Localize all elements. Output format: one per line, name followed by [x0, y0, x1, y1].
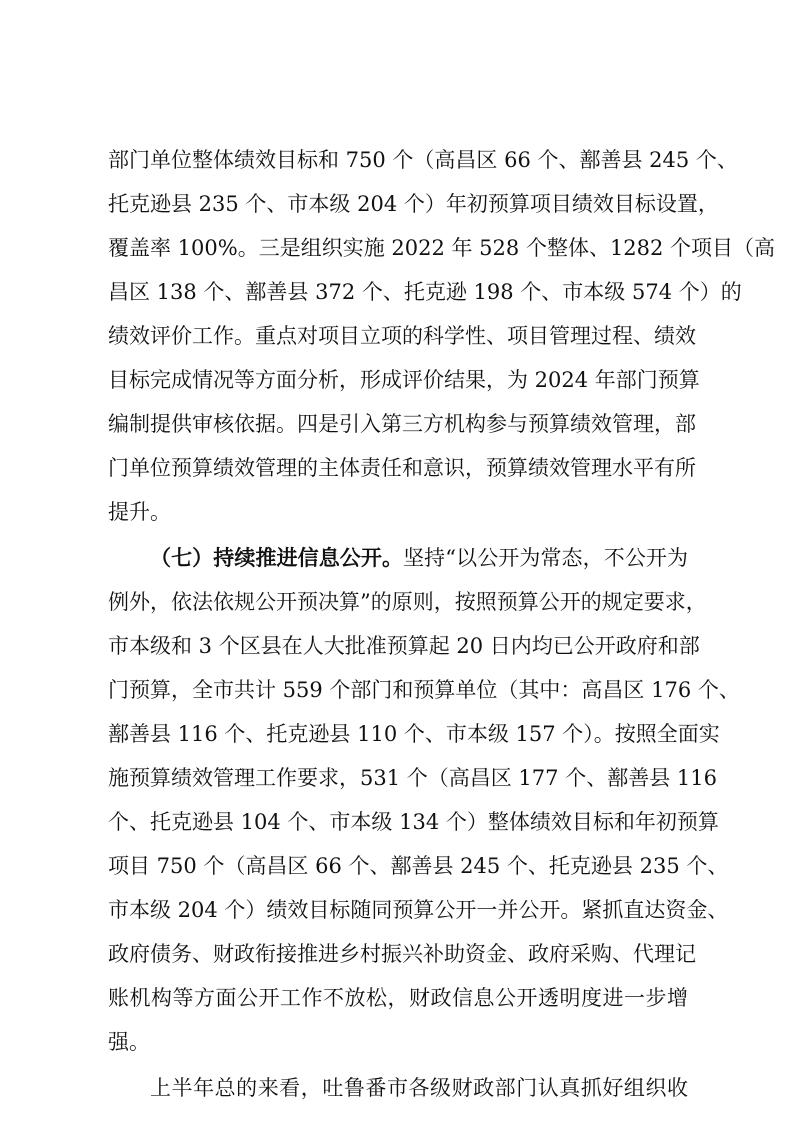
section-heading: （七）持续推进信息公开。: [150, 545, 404, 570]
paragraph-line: 政府债务、财政衔接推进乡村振兴补助资金、政府采购、代理记: [108, 942, 696, 966]
paragraph-line: 提升。: [108, 500, 171, 524]
paragraph-line: 托克逊县 235 个、市本级 204 个）年初预算项目绩效目标设置，: [108, 192, 719, 216]
paragraph-line: 强。: [108, 1030, 150, 1054]
paragraph-line: 例外，依法依规公开预决算”的原则，按照预算公开的规定要求，: [108, 590, 707, 614]
paragraph-line: 覆盖率 100%。三是组织实施 2022 年 528 个整体、1282 个项目（高: [108, 236, 776, 260]
paragraph-line: 绩效评价工作。重点对项目立项的科学性、项目管理过程、绩效: [108, 324, 696, 348]
summary-line: 上半年总的来看，吐鲁番市各级财政部门认真抓好组织收: [150, 1076, 688, 1100]
paragraph-line: 市本级 204 个）绩效目标随同预算公开一并公开。紧抓直达资金、: [108, 898, 729, 922]
paragraph-line: 账机构等方面公开工作不放松，财政信息公开透明度进一步增: [108, 986, 688, 1010]
paragraph-line: 个、托克逊县 104 个、市本级 134 个）整体绩效目标和年初预算: [108, 810, 719, 834]
paragraph-line: 施预算绩效管理工作要求，531 个（高昌区 177 个、鄯善县 116: [108, 766, 717, 790]
paragraph-line: 门单位预算绩效管理的主体责任和意识，预算绩效管理水平有所: [108, 456, 696, 480]
section-heading-line: [150, 544, 688, 572]
section-text: 坚持“以公开为常态，不公开为: [403, 546, 688, 570]
paragraph-line: 部门单位整体绩效目标和 750 个（高昌区 66 个、鄯善县 245 个、: [108, 148, 738, 172]
paragraph-line: 目标完成情况等方面分析，形成评价结果，为 2024 年部门预算: [108, 368, 700, 392]
paragraph-line: 昌区 138 个、鄯善县 372 个、托克逊 198 个、市本级 574 个）的: [108, 280, 742, 304]
paragraph-line: 项目 750 个（高昌区 66 个、鄯善县 245 个、托克逊县 235 个、: [108, 854, 729, 878]
paragraph-line: 市本级和 3 个区县在人大批准预算起 20 日内均已公开政府和部: [108, 634, 700, 658]
paragraph-line: 鄯善县 116 个、托克逊县 110 个、市本级 157 个）。按照全面实: [108, 722, 720, 746]
paragraph-line: 门预算，全市共计 559 个部门和预算单位（其中：高昌区 176 个、: [108, 678, 740, 702]
paragraph-line: 编制提供审核依据。四是引入第三方机构参与预算绩效管理，部: [108, 412, 696, 436]
